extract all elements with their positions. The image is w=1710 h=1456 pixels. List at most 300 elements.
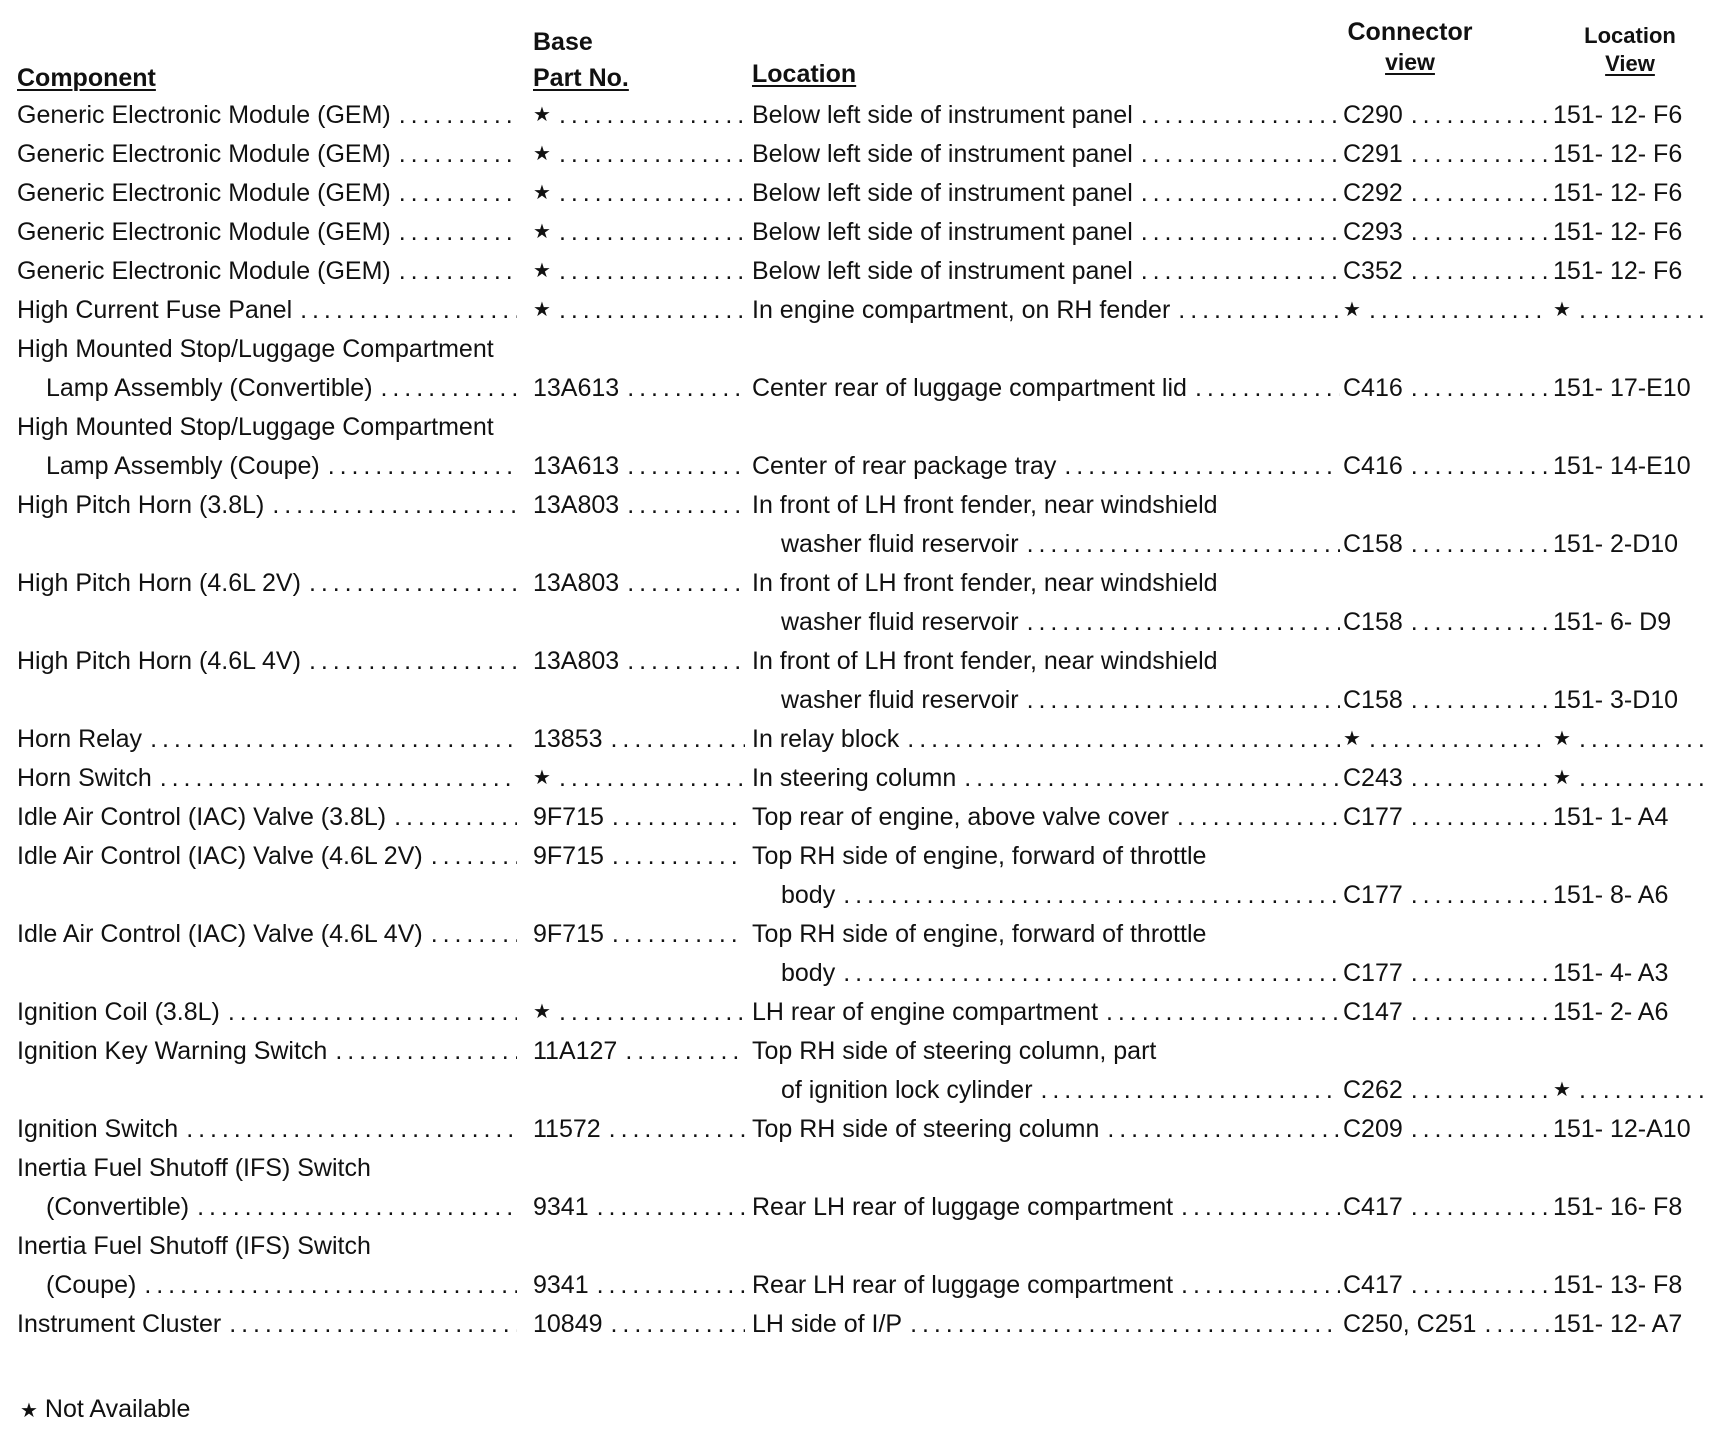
connector-view [1343,369,1549,408]
component-name [17,915,517,954]
table-row [0,408,1710,447]
base-part-no-text: 13A613 [533,452,620,480]
component-name [17,1110,517,1149]
component-name [17,1032,517,1071]
connector-view-text: C417 [1343,1193,1403,1221]
connector-view-text: C293 [1343,218,1403,246]
dot-leader [1170,291,1340,330]
connector-view [1343,1071,1549,1110]
location-view-text: 151- 8- A6 [1553,881,1669,909]
component-name-text: Ignition Coil (3.8L) [17,998,220,1026]
star-icon: ★ [533,260,551,282]
header-location-view-top: Location [1584,23,1676,48]
dot-leader [551,291,745,330]
dot-leader [1173,1188,1340,1227]
component-name-text: Inertia Fuel Shutoff (IFS) Switch [17,1154,371,1182]
location-view-text: 151- 6- D9 [1553,608,1672,636]
table-row [0,252,1710,291]
dot-leader [391,96,517,135]
location-text: washer fluid reservoir [781,686,1019,714]
base-part-no [533,798,745,837]
dot-leader [1403,681,1549,720]
dot-leader [391,135,517,174]
component-name [46,369,517,408]
table-row [0,1149,1710,1188]
location [752,1305,1340,1344]
dot-leader [551,759,745,798]
component-name-text: Horn Relay [17,725,143,753]
dot-leader [1403,252,1549,291]
location-view-text: 151- 17-E10 [1553,374,1691,402]
base-part-no [533,96,745,135]
dot-leader [301,642,517,681]
dot-leader [1403,174,1549,213]
dot-leader [327,1032,517,1071]
location [752,135,1340,174]
dot-leader [423,837,517,876]
dot-leader [1033,1071,1340,1110]
base-part-no-text: 11A127 [533,1037,618,1065]
location-view [1553,759,1705,798]
connector-view-text: C177 [1343,959,1403,987]
dot-leader [1133,252,1340,291]
connector-view-text: C417 [1343,1271,1403,1299]
location-view-text: 151- 12- A7 [1553,1310,1683,1338]
location-text: Below left side of instrument panel [752,101,1133,129]
table-row [0,798,1710,837]
location [781,681,1340,720]
component-name-text: (Coupe) [46,1271,137,1299]
location [752,642,1340,681]
dot-leader [1403,96,1549,135]
header-location-view: View [1605,51,1655,76]
base-part-no-text: 13A803 [533,569,620,597]
location-text: Below left side of instrument panel [752,140,1133,168]
base-part-no [533,564,745,603]
dot-leader [221,1305,517,1344]
component-name [17,213,517,252]
base-part-no [533,174,745,213]
connector-view-text: C250, C251 [1343,1310,1477,1338]
table-row [0,291,1710,330]
location-text: In engine compartment, on RH fender [752,296,1171,324]
star-icon: ★ [533,221,551,243]
table-row [0,603,1710,642]
connector-view-text: C177 [1343,881,1403,909]
component-name [17,135,517,174]
dot-leader [292,291,517,330]
location [752,1188,1340,1227]
component-name [17,1149,517,1188]
base-part-no [533,837,745,876]
footnote-text: Not Available [44,1395,191,1423]
dot-leader [1403,1110,1549,1149]
star-icon: ★ [1343,728,1361,750]
base-part-no [533,369,745,408]
table-row [0,330,1710,369]
connector-view [1343,759,1549,798]
base-part-no [533,291,745,330]
location-view-text: 151- 12- F6 [1553,101,1683,129]
dot-leader [1133,96,1340,135]
dot-leader [1571,1071,1705,1110]
base-part-no [533,447,745,486]
dot-leader [1403,603,1549,642]
component-name-text: Ignition Switch [17,1115,179,1143]
dot-leader [1403,1266,1549,1305]
component-name [46,447,517,486]
star-icon: ★ [20,1400,38,1422]
connector-view-text: C352 [1343,257,1403,285]
base-part-no [533,993,745,1032]
dot-leader [835,876,1340,915]
location-text: LH rear of engine compartment [752,998,1099,1026]
dot-leader [1133,135,1340,174]
table-row [0,174,1710,213]
header-base: Base [533,28,593,56]
dot-leader [178,1110,517,1149]
star-icon: ★ [1343,299,1361,321]
location [752,837,1340,876]
dot-leader [391,213,517,252]
component-name-text: Ignition Key Warning Switch [17,1037,328,1065]
star-icon: ★ [533,104,551,126]
table-row [0,720,1710,759]
component-name-text: Generic Electronic Module (GEM) [17,257,391,285]
location-view [1553,1110,1705,1149]
dot-leader [1056,447,1340,486]
location-view [1553,720,1705,759]
location-text: In relay block [752,725,900,753]
star-icon: ★ [533,1001,551,1023]
dot-leader [899,720,1340,759]
location-text: Top RH side of engine, forward of throttle [752,842,1207,870]
base-part-no-text: 9F715 [533,842,604,870]
component-name [17,96,517,135]
table-row [0,213,1710,252]
star-icon: ★ [533,182,551,204]
dot-leader [220,993,517,1032]
location-view [1553,798,1705,837]
table-row [0,369,1710,408]
connector-view [1343,1266,1549,1305]
location [752,759,1340,798]
location-text: Top rear of engine, above valve cover [752,803,1169,831]
location-view-text: 151- 3-D10 [1553,686,1679,714]
location-text: Below left side of instrument panel [752,257,1133,285]
dot-leader [152,759,517,798]
connector-view [1343,1188,1549,1227]
table-row [0,993,1710,1032]
base-part-no [533,1188,745,1227]
component-name-text: Horn Switch [17,764,152,792]
component-name [17,1227,517,1266]
location [752,252,1340,291]
base-part-no-text: 10849 [533,1310,603,1338]
dot-leader [601,1110,745,1149]
dot-leader [1133,213,1340,252]
component-name-text: High Pitch Horn (4.6L 2V) [17,569,301,597]
location-view [1553,135,1705,174]
table-row [0,837,1710,876]
component-name [17,993,517,1032]
dot-leader [391,252,517,291]
connector-view-text: C416 [1343,452,1403,480]
location-view [1553,1305,1705,1344]
location [752,993,1340,1032]
location-view [1553,447,1705,486]
location-text: washer fluid reservoir [781,530,1019,558]
connector-view [1343,798,1549,837]
location-view [1553,1266,1705,1305]
dot-leader [1361,291,1549,330]
dot-leader [1403,369,1549,408]
dot-leader [902,1305,1340,1344]
location [752,720,1340,759]
dot-leader [619,447,745,486]
component-name [17,564,517,603]
location-view [1553,174,1705,213]
component-name-text: Idle Air Control (IAC) Valve (4.6L 4V) [17,920,423,948]
component-name [17,330,517,369]
base-part-no-text: 13A803 [533,647,620,675]
dot-leader [1187,369,1340,408]
connector-view [1343,681,1549,720]
table-row [0,525,1710,564]
connector-view [1343,135,1549,174]
table-row [0,1188,1710,1227]
location-view-text: 151- 12- F6 [1553,218,1683,246]
dot-leader [1403,1071,1549,1110]
table-row [0,681,1710,720]
star-icon: ★ [533,299,551,321]
location [752,1110,1340,1149]
location-text: LH side of I/P [752,1310,903,1338]
star-icon: ★ [1553,767,1571,789]
dot-leader [551,174,745,213]
connector-view-text: C262 [1343,1076,1403,1104]
dot-leader [619,642,745,681]
connector-view-text: C158 [1343,686,1403,714]
dot-leader [589,1266,745,1305]
location [752,1266,1340,1305]
connector-view [1343,993,1549,1032]
component-name-text: High Pitch Horn (3.8L) [17,491,265,519]
location-view-text: 151- 16- F8 [1553,1193,1683,1221]
dot-leader [264,486,517,525]
component-name-text: Inertia Fuel Shutoff (IFS) Switch [17,1232,371,1260]
component-name-text: Generic Electronic Module (GEM) [17,179,391,207]
location [752,291,1340,330]
dot-leader [619,564,745,603]
component-name [17,408,517,447]
location-view [1553,252,1705,291]
base-part-no [533,1110,745,1149]
connector-view [1343,252,1549,291]
location-view [1553,681,1705,720]
location-view [1553,369,1705,408]
table-row [0,1032,1710,1071]
base-part-no-text: 9341 [533,1271,589,1299]
location-text: Rear LH rear of luggage compartment [752,1193,1174,1221]
connector-view [1343,96,1549,135]
component-name [17,642,517,681]
header-location: Location [752,60,857,88]
dot-leader [619,369,745,408]
component-name [17,759,517,798]
location-text: In front of LH front fender, near windshield [752,569,1218,597]
connector-view [1343,291,1549,330]
dot-leader [189,1188,517,1227]
location-text: body [781,881,836,909]
dot-leader [1169,798,1340,837]
location-text: Center rear of luggage compartment lid [752,374,1187,402]
dot-leader [551,135,745,174]
location-text: Below left side of instrument panel [752,179,1133,207]
location [752,96,1340,135]
dot-leader [1098,993,1340,1032]
table-row [0,1110,1710,1149]
dot-leader [617,1032,745,1071]
component-name-text: (Convertible) [46,1193,190,1221]
location-text: Below left side of instrument panel [752,218,1133,246]
header-part-no: Part No. [533,64,629,92]
component-name [17,798,517,837]
dot-leader [1403,759,1549,798]
dot-leader [1403,135,1549,174]
dot-leader [619,486,745,525]
location [752,174,1340,213]
location [752,447,1340,486]
dot-leader [1403,525,1549,564]
connector-view-text: C291 [1343,140,1403,168]
location-view-text: 151- 2- A6 [1553,998,1669,1026]
dot-leader [1403,447,1549,486]
component-name-text: Idle Air Control (IAC) Valve (3.8L) [17,803,387,831]
dot-leader [391,174,517,213]
dot-leader [1019,681,1340,720]
base-part-no-text: 13A613 [533,374,620,402]
location-view-text: 151- 2-D10 [1553,530,1679,558]
base-part-no [533,1032,745,1071]
location [752,369,1340,408]
base-part-no [533,1305,745,1344]
location-text: Top RH side of engine, forward of throttle [752,920,1207,948]
location-view [1553,603,1705,642]
dot-leader [956,759,1340,798]
footnote [20,1395,190,1424]
location-text: washer fluid reservoir [781,608,1019,636]
dot-leader [604,915,745,954]
dot-leader [1173,1266,1340,1305]
component-name [17,720,517,759]
location-text: of ignition lock cylinder [781,1076,1033,1104]
location [752,213,1340,252]
location-text: In steering column [752,764,957,792]
dot-leader [1099,1110,1340,1149]
component-name [17,291,517,330]
location [781,1071,1340,1110]
component-name-text: Lamp Assembly (Convertible) [46,374,373,402]
connector-view [1343,954,1549,993]
location-view [1553,993,1705,1032]
location [752,915,1340,954]
dot-leader [1403,798,1549,837]
star-icon: ★ [1553,728,1571,750]
dot-leader [1476,1305,1549,1344]
header-connector-view: view [1385,49,1435,75]
connector-view [1343,720,1549,759]
component-name-text: Idle Air Control (IAC) Valve (4.6L 2V) [17,842,423,870]
base-part-no [533,252,745,291]
table-row [0,915,1710,954]
location-view-text: 151- 12- F6 [1553,179,1683,207]
star-icon: ★ [1553,1079,1571,1101]
connector-view-text: C292 [1343,179,1403,207]
connector-view [1343,1305,1549,1344]
star-icon: ★ [533,143,551,165]
dot-leader [551,252,745,291]
base-part-no [533,1266,745,1305]
table-row [0,96,1710,135]
location-view-text: 151- 12- F6 [1553,140,1683,168]
base-part-no [533,486,745,525]
component-name-text: High Pitch Horn (4.6L 4V) [17,647,301,675]
location-view [1553,291,1705,330]
dot-leader [835,954,1340,993]
connector-view-text: C209 [1343,1115,1403,1143]
table-row [0,1266,1710,1305]
location [781,876,1340,915]
dot-leader [1403,876,1549,915]
dot-leader [603,720,745,759]
header-connector: Connector [1347,18,1473,46]
dot-leader [603,1305,745,1344]
location-view-text: 151- 1- A4 [1553,803,1669,831]
base-part-no [533,915,745,954]
dot-leader [136,1266,517,1305]
location-view [1553,96,1705,135]
location-view-text: 151- 14-E10 [1553,452,1691,480]
star-icon: ★ [533,767,551,789]
base-part-no [533,213,745,252]
location-view-text: 151- 12- F6 [1553,257,1683,285]
component-name-text: High Mounted Stop/Luggage Compartment [17,335,494,363]
connector-view [1343,876,1549,915]
base-part-no-text: 9F715 [533,920,604,948]
dot-leader [1133,174,1340,213]
dot-leader [1571,291,1705,330]
connector-view [1343,213,1549,252]
table-row [0,1305,1710,1344]
connector-view-text: C177 [1343,803,1403,831]
location-text: Top RH side of steering column, part [752,1037,1157,1065]
dot-leader [301,564,517,603]
location [781,954,1340,993]
dot-leader [589,1188,745,1227]
component-name [46,1266,517,1305]
dot-leader [142,720,517,759]
component-name [17,174,517,213]
component-name [17,486,517,525]
location-text: Top RH side of steering column [752,1115,1100,1143]
dot-leader [1403,1188,1549,1227]
base-part-no [533,720,745,759]
base-part-no-text: 9341 [533,1193,589,1221]
dot-leader [551,213,745,252]
connector-view-text: C290 [1343,101,1403,129]
location-view [1553,954,1705,993]
